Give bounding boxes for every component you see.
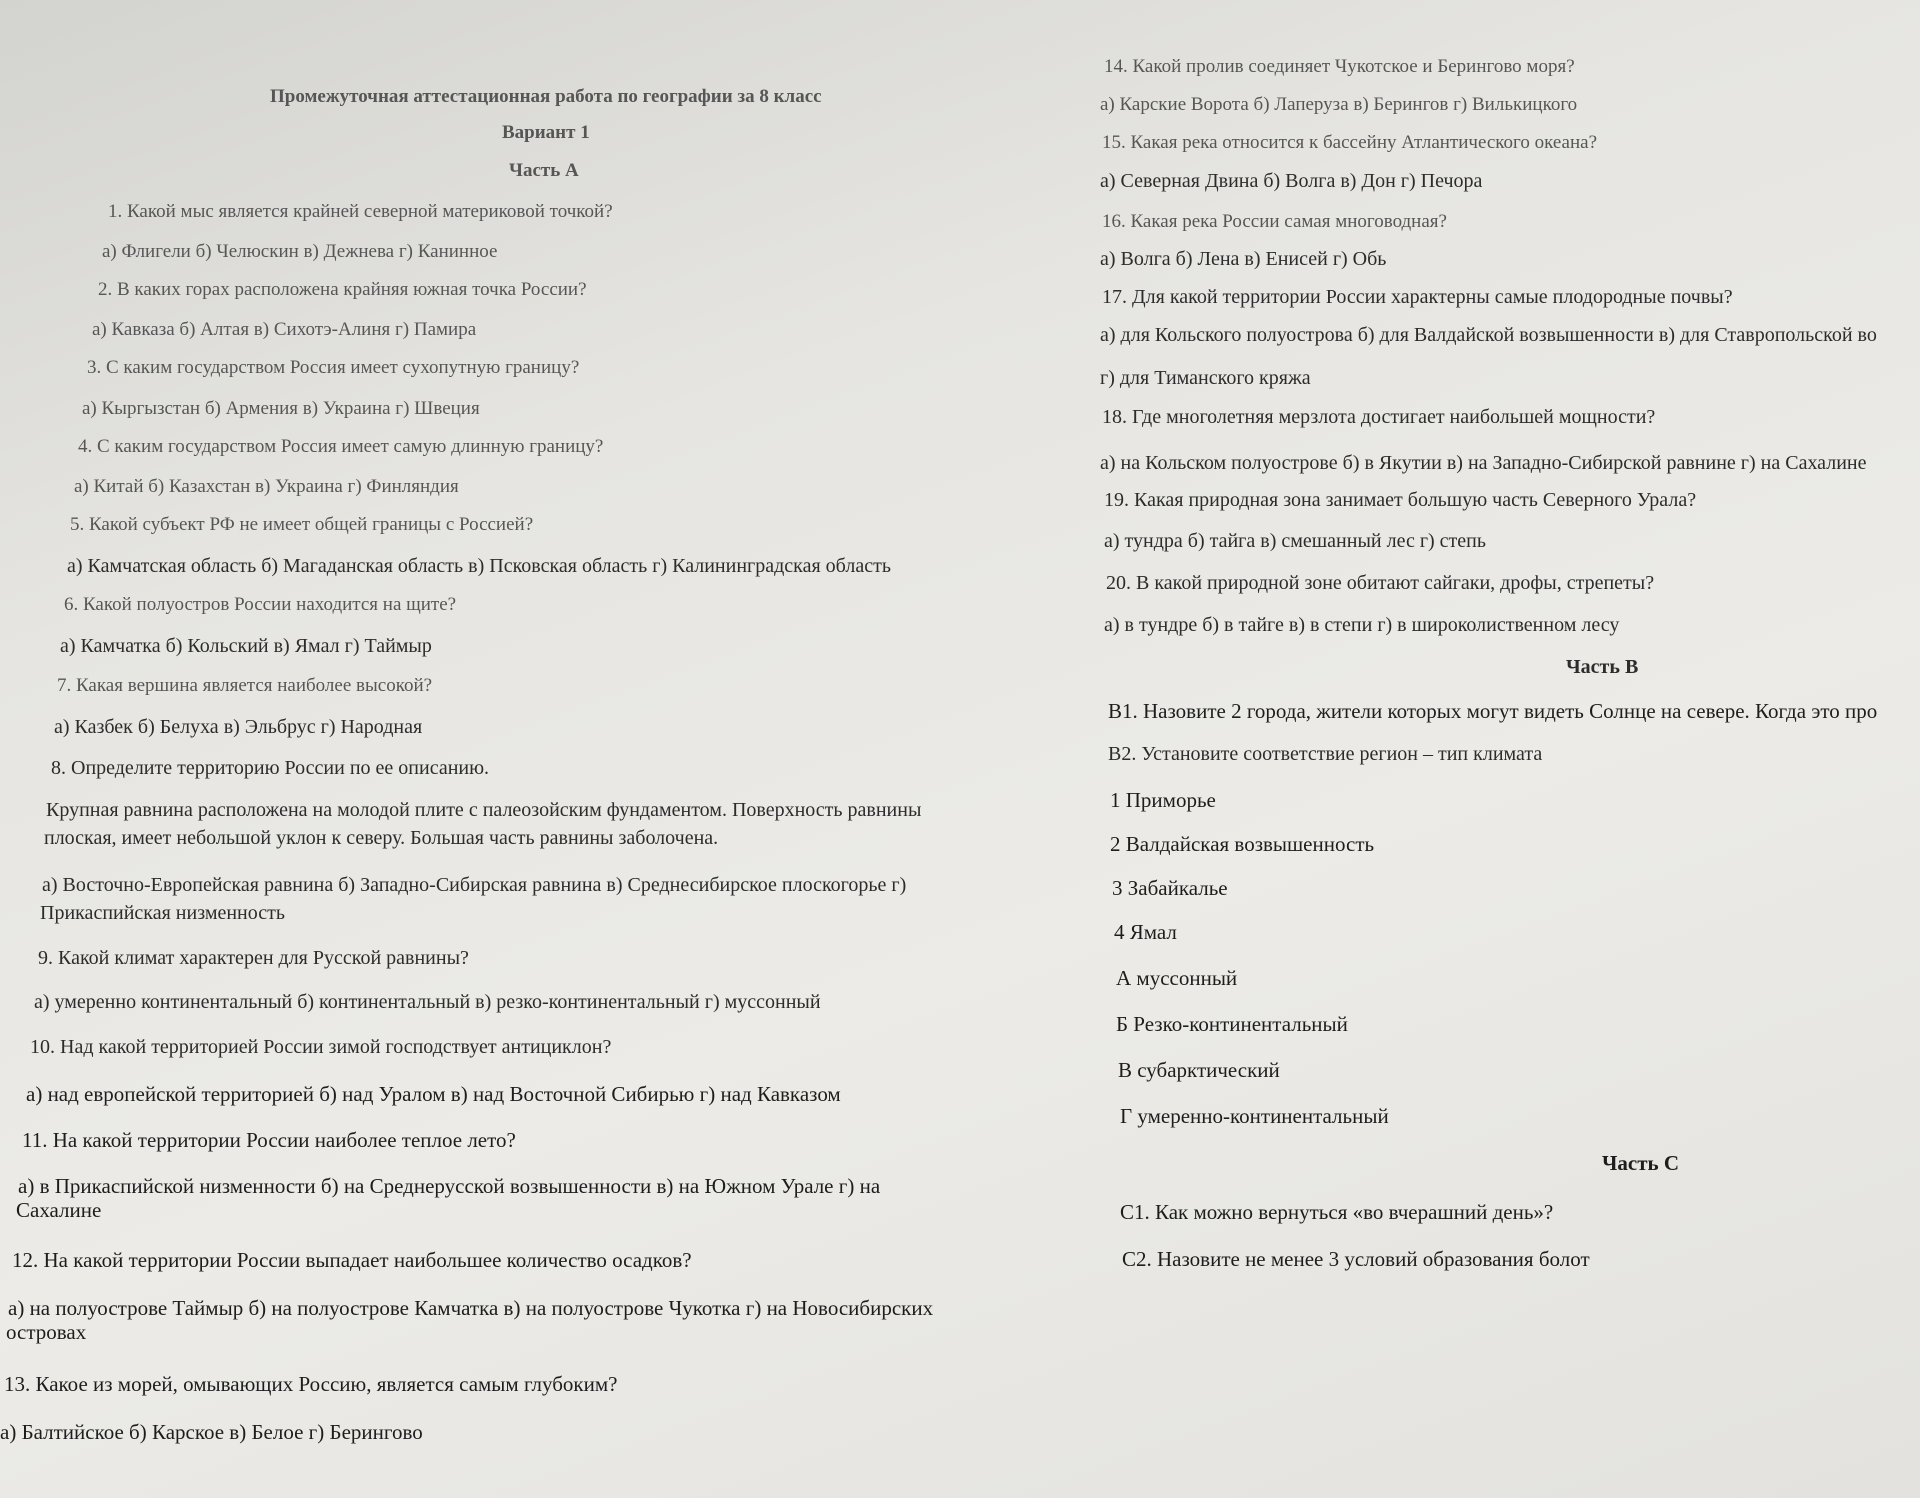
question-8-description-line-1: Крупная равнина расположена на молодой плите с палеозойским фундаментом. Поверхность равнины (46, 799, 922, 821)
question-3: 3. С каким государством Россия имеет сухопутную границу? (87, 357, 580, 378)
question-15: 15. Какая река относится к бассейну Атлантического океана? (1102, 132, 1598, 153)
part-c-heading: Часть С (1602, 1151, 1680, 1175)
answers-12-line-2: островах (6, 1320, 87, 1344)
answers-6: а) Камчатка б) Кольский в) Ямал г) Таймыр (60, 635, 432, 657)
answers-20: а) в тундре б) в тайге в) в степи г) в широколиственном лесу (1104, 614, 1620, 636)
question-11: 11. На какой территории России наиболее теплое лето? (22, 1128, 516, 1152)
b2-climate-b: Б Резко-континентальный (1116, 1012, 1348, 1036)
question-10: 10. Над какой территорией России зимой господствует антициклон? (30, 1036, 612, 1058)
exam-title: Промежуточная аттестационная работа по географии за 8 класс (270, 86, 822, 107)
question-6: 6. Какой полуостров России находится на щите? (64, 594, 457, 615)
answers-7: а) Казбек б) Белуха в) Эльбрус г) Народная (54, 716, 423, 738)
answers-5: а) Камчатская область б) Магаданская область в) Псковская область г) Калининградская область (67, 555, 891, 577)
answers-11-line-2: Сахалине (16, 1198, 102, 1222)
variant-label: Вариант 1 (502, 122, 590, 143)
answers-16: а) Волга б) Лена в) Енисей г) Обь (1100, 248, 1387, 270)
question-b2: В2. Установите соответствие регион – тип климата (1108, 743, 1543, 765)
right-column (1090, 0, 1920, 1498)
b2-climate-a: А муссонный (1116, 966, 1238, 990)
b2-climate-d: Г умеренно-континентальный (1120, 1104, 1389, 1128)
answers-2: а) Кавказа б) Алтая в) Сихотэ-Алиня г) Памира (92, 319, 477, 340)
answers-18: а) на Кольском полуострове б) в Якутии в) на Западно-Сибирской равнине г) на Сахалине (1100, 452, 1867, 474)
question-c2: С2. Назовите не менее 3 условий образования болот (1122, 1247, 1590, 1271)
answers-1: а) Флигели б) Челюскин в) Дежнева г) Канинное (102, 241, 498, 262)
question-4: 4. С каким государством Россия имеет самую длинную границу? (78, 436, 604, 457)
part-b-heading: Часть В (1566, 656, 1639, 678)
question-8-description-line-2: плоская, имеет небольшой уклон к северу. Большая часть равнины заболочена. (44, 827, 719, 849)
question-13: 13. Какое из морей, омывающих Россию, является самым глубоким? (4, 1372, 618, 1396)
answers-8-line-1: а) Восточно-Европейская равнина б) Западно-Сибирская равнина в) Среднесибирское плоскогорье г) (42, 874, 907, 896)
b2-region-3: 3 Забайкалье (1112, 876, 1228, 900)
answers-11-line-1: а) в Прикаспийской низменности б) на Среднерусской возвышенности в) на Южном Урале г) на (18, 1174, 881, 1198)
answers-15: а) Северная Двина б) Волга в) Дон г) Печора (1100, 170, 1483, 192)
question-9: 9. Какой климат характерен для Русской равнины? (38, 947, 469, 969)
b2-region-4: 4 Ямал (1114, 920, 1177, 944)
answers-3: а) Кыргызстан б) Армения в) Украина г) Швеция (82, 398, 480, 419)
answers-17-line-2: г) для Тиманского кряжа (1100, 367, 1311, 389)
b2-region-1: 1 Приморье (1110, 788, 1216, 812)
question-8: 8. Определите территорию России по ее описанию. (51, 757, 490, 779)
question-14: 14. Какой пролив соединяет Чукотское и Берингово моря? (1104, 56, 1575, 77)
answers-19: а) тундра б) тайга в) смешанный лес г) степь (1104, 530, 1487, 552)
part-a-heading: Часть А (509, 160, 579, 181)
question-1: 1. Какой мыс является крайней северной материковой точкой? (108, 201, 613, 222)
question-5: 5. Какой субъект РФ не имеет общей границы с Россией? (70, 514, 534, 535)
answers-4: а) Китай б) Казахстан в) Украина г) Финляндия (74, 476, 459, 497)
b2-climate-c: В субарктический (1118, 1058, 1280, 1082)
question-2: 2. В каких горах расположена крайняя южная точка России? (98, 279, 587, 300)
answers-8-line-2: Прикаспийская низменность (40, 902, 285, 924)
answers-17-line-1: а) для Кольского полуострова б) для Валдайской возвышенности в) для Ставропольской во (1100, 324, 1877, 346)
answers-12-line-1: а) на полуострове Таймыр б) на полуострове Камчатка в) на полуострове Чукотка г) на Новосибирских (8, 1296, 934, 1320)
question-c1: С1. Как можно вернуться «во вчерашний день»? (1120, 1200, 1554, 1224)
question-18: 18. Где многолетняя мерзлота достигает наибольшей мощности? (1102, 406, 1656, 428)
answers-13: а) Балтийское б) Карское в) Белое г) Берингово (0, 1420, 423, 1444)
b2-region-2: 2 Валдайская возвышенность (1110, 832, 1375, 856)
question-7: 7. Какая вершина является наиболее высокой? (57, 675, 433, 696)
question-16: 16. Какая река России самая многоводная? (1102, 211, 1447, 232)
question-b1: В1. Назовите 2 города, жители которых могут видеть Солнце на севере. Когда это про (1108, 699, 1878, 723)
question-20: 20. В какой природной зоне обитают сайгаки, дрофы, стрепеты? (1106, 572, 1655, 594)
answers-10: а) над европейской территорией б) над Уралом в) над Восточной Сибирью г) над Кавказом (26, 1082, 841, 1106)
answers-9: а) умеренно континентальный б) континентальный в) резко-континентальный г) муссонный (34, 991, 821, 1013)
question-19: 19. Какая природная зона занимает большую часть Северного Урала? (1104, 489, 1697, 511)
question-12: 12. На какой территории России выпадает наибольшее количество осадков? (12, 1248, 692, 1272)
question-17: 17. Для какой территории России характерны самые плодородные почвы? (1102, 286, 1733, 308)
answers-14: а) Карские Ворота б) Лаперуза в) Берингов г) Вилькицкого (1100, 94, 1578, 115)
